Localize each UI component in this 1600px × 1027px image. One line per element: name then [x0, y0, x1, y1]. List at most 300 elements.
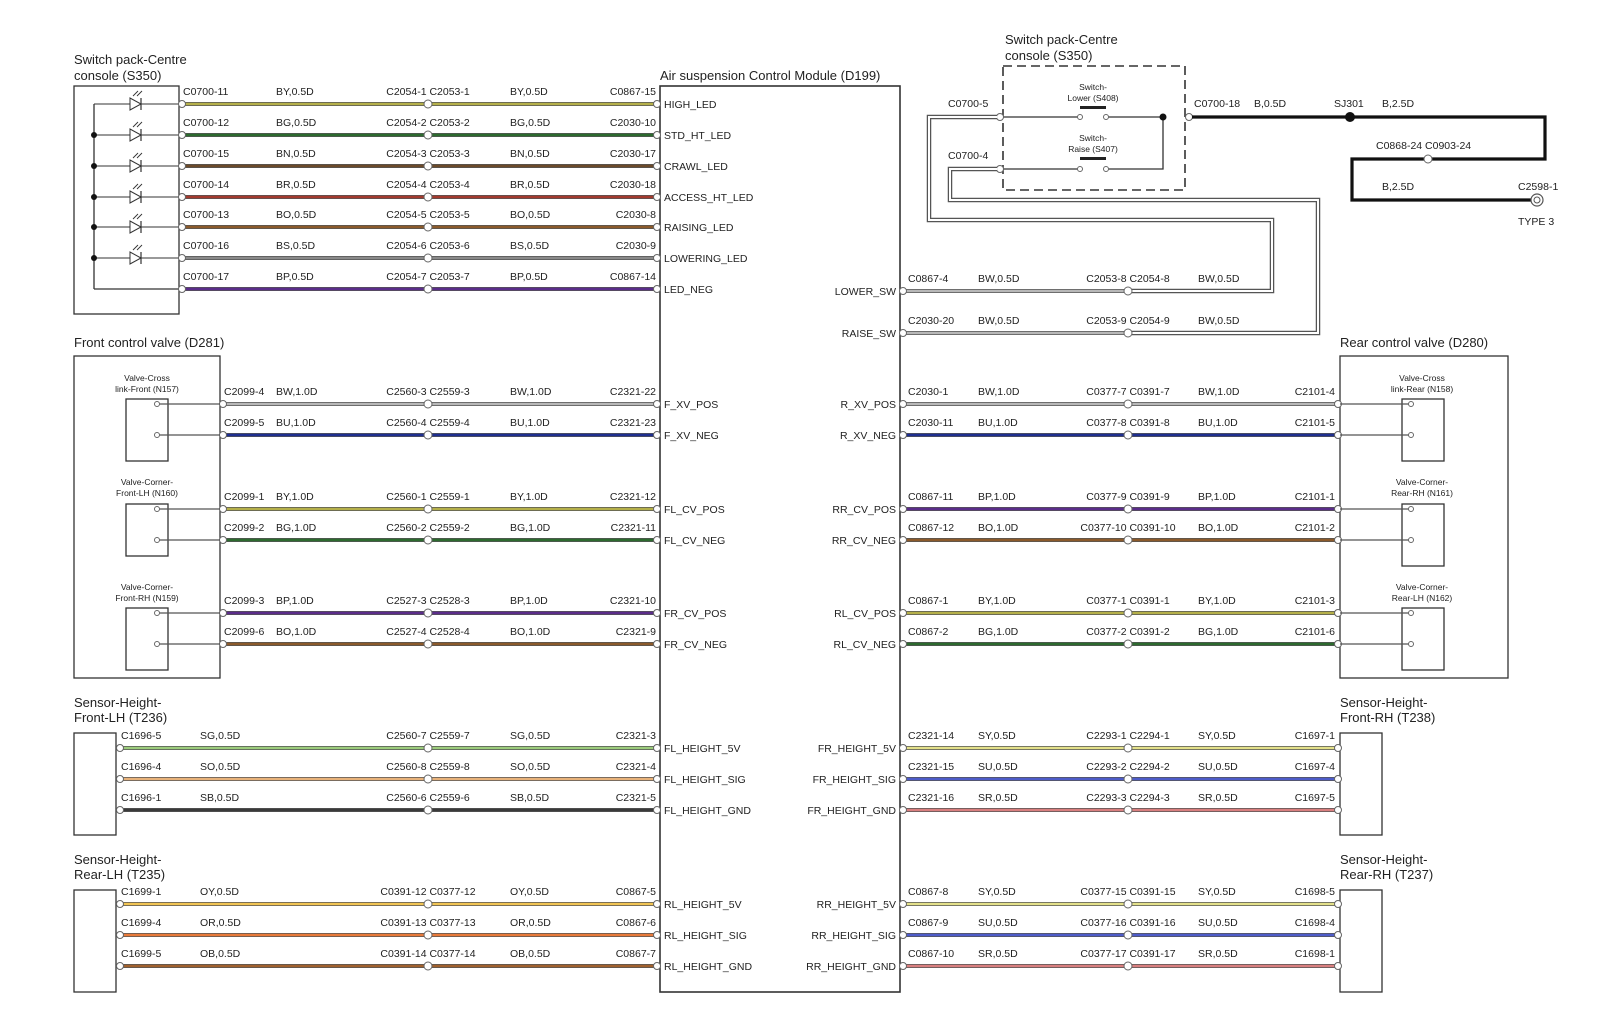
rear-valve-pin-0 — [1409, 402, 1414, 407]
terminal-fl-height-sig-start — [117, 776, 124, 783]
sensor-frh-box — [1340, 733, 1382, 835]
conn2-led-neg: C2054-7 C2053-7 — [386, 271, 470, 283]
wirecode2-fr-height-sig: SU,0.5D — [1198, 761, 1238, 773]
switch-lower-label-1: Switch- — [1079, 82, 1107, 92]
inline-fl-height-5v — [424, 744, 432, 752]
wirecode2-std-ht-led: BG,0.5D — [510, 117, 551, 129]
inline-r-xv-neg — [1124, 431, 1132, 439]
wirecode1-rr-height-5v: SY,0.5D — [978, 886, 1016, 898]
switch-raise-connector: C0700-4 — [948, 150, 989, 162]
pin-fl-height-gnd: FL_HEIGHT_GND — [664, 805, 751, 817]
terminal-fl-height-5v-start — [117, 745, 124, 752]
terminal-rl-height-gnd-start — [117, 963, 124, 970]
terminal-led-neg-start — [179, 286, 186, 293]
front-valve-title: Front control valve (D281) — [74, 335, 225, 350]
switch-common-junction — [1160, 114, 1167, 121]
conn1-fr-cv-neg: C2099-6 — [224, 626, 265, 638]
front-valve-pin-4 — [155, 611, 160, 616]
wirecode2-fl-height-5v: SG,0.5D — [510, 730, 551, 742]
terminal-fl-cv-pos-end — [654, 506, 661, 513]
wirecode2-fr-height-5v: SY,0.5D — [1198, 730, 1236, 742]
terminal-rr-height-5v-end — [1335, 901, 1342, 908]
pin-rr-height-sig: RR_HEIGHT_SIG — [811, 930, 896, 942]
pin-rl-cv-neg: RL_CV_NEG — [833, 639, 896, 651]
wirecode1-raise-sw: BW,0.5D — [978, 315, 1020, 327]
terminal-r-xv-pos-start — [900, 401, 907, 408]
terminal-fr-height-sig-end — [1335, 776, 1342, 783]
conn1-rr-height-gnd: C0867-10 — [908, 948, 955, 960]
wirecode2-lowering-led: BS,0.5D — [510, 240, 550, 252]
conn1-rl-cv-pos: C0867-1 — [908, 595, 949, 607]
wirecode1-fr-height-gnd: SR,0.5D — [978, 792, 1018, 804]
switch-pack-left-title-2: console (S350) — [74, 68, 162, 83]
conn2-f-xv-neg: C2560-4 C2559-4 — [386, 417, 470, 429]
pin-rl-height-sig: RL_HEIGHT_SIG — [664, 930, 747, 942]
conn1-rr-cv-pos: C0867-11 — [908, 491, 954, 503]
sensor-flh-box — [74, 733, 116, 835]
valve-corner-frh-label-2: Front-RH (N159) — [115, 593, 179, 603]
valve-corner-flh-label-2: Front-LH (N160) — [116, 488, 178, 498]
conn3-high-led: C0867-15 — [609, 86, 656, 98]
wirecode1-rr-height-gnd: SR,0.5D — [978, 948, 1018, 960]
rear-valve-title: Rear control valve (D280) — [1340, 335, 1489, 350]
pin-fr-height-sig: FR_HEIGHT_SIG — [812, 774, 896, 786]
left-wire-group — [117, 86, 754, 973]
conn3-fl-height-sig: C2321-4 — [615, 761, 656, 773]
wirecode2-f-xv-neg: BU,1.0D — [510, 417, 550, 429]
conn2-rr-cv-pos: C0377-9 C0391-9 — [1086, 491, 1170, 503]
inline-fl-height-gnd — [424, 806, 432, 814]
conn3-rl-cv-pos: C2101-3 — [1294, 595, 1335, 607]
pin-rr-height-5v: RR_HEIGHT_5V — [816, 899, 896, 911]
wirecode2-rl-height-sig: OR,0.5D — [510, 917, 551, 929]
wirecode2-fl-cv-neg: BG,1.0D — [510, 522, 551, 534]
terminal-fr-cv-neg-start — [220, 641, 227, 648]
led-junction-3 — [91, 194, 97, 200]
inline-connector-ground — [1424, 155, 1432, 163]
switch-pack-left-box — [74, 86, 179, 314]
led-diode-2 — [130, 160, 141, 172]
switch-raise-label-1: Switch- — [1079, 133, 1107, 143]
conn3-lowering-led: C2030-9 — [615, 240, 656, 252]
rear-valve-pin-2 — [1409, 507, 1414, 512]
wirecode2-rl-cv-pos: BY,1.0D — [1198, 595, 1236, 607]
inline-rl-height-sig — [424, 931, 432, 939]
inline-std-ht-led — [424, 131, 432, 139]
wirecode2-rl-height-gnd: OB,0.5D — [510, 948, 551, 960]
switch-raise-pivot-b — [1104, 167, 1109, 172]
pin-rl-height-5v: RL_HEIGHT_5V — [664, 899, 742, 911]
rear-valve-pin-4 — [1409, 611, 1414, 616]
conn2-rl-height-sig: C0391-13 C0377-13 — [380, 917, 476, 929]
wirecode1-raising-led: BO,0.5D — [276, 209, 317, 221]
pin-fr-height-5v: FR_HEIGHT_5V — [817, 743, 896, 755]
wirecode1-access-ht-led: BR,0.5D — [276, 179, 316, 191]
conn3-rl-height-sig: C0867-6 — [615, 917, 656, 929]
terminal-lower-sw-start — [900, 288, 907, 295]
conn2-access-ht-led: C2054-4 C2053-4 — [386, 179, 470, 191]
ground-wire-path — [1192, 117, 1545, 200]
terminal-fr-height-sig-start — [900, 776, 907, 783]
sensor-rrh-title-2: Rear-RH (T237) — [1340, 867, 1434, 882]
pin-fr-height-gnd: FR_HEIGHT_GND — [807, 805, 896, 817]
wirecode1-rl-cv-neg: BG,1.0D — [978, 626, 1019, 638]
inline-crawl-led — [424, 162, 432, 170]
inline-lowering-led — [424, 254, 432, 262]
conn1-lower-sw: C0867-4 — [908, 273, 949, 285]
inline-fr-height-gnd — [1124, 806, 1132, 814]
conn1-fr-height-gnd: C2321-16 — [908, 792, 955, 804]
wirecode2-fl-height-gnd: SB,0.5D — [510, 792, 550, 804]
conn3-rl-height-5v: C0867-5 — [615, 886, 656, 898]
inline-led-neg — [424, 285, 432, 293]
inline-connector-label: C0868-24 C0903-24 — [1376, 140, 1472, 152]
conn2-fl-height-5v: C2560-7 C2559-7 — [386, 730, 470, 742]
conn3-fr-cv-pos: C2321-10 — [609, 595, 656, 607]
led-diode-3 — [130, 191, 141, 203]
terminal-rr-cv-pos-start — [900, 506, 907, 513]
front-valve-pin-1 — [155, 433, 160, 438]
wirecode1-rl-cv-pos: BY,1.0D — [978, 595, 1016, 607]
wirecode2-rr-cv-pos: BP,1.0D — [1198, 491, 1236, 503]
conn2-raising-led: C2054-5 C2053-5 — [386, 209, 470, 221]
terminal-fl-height-sig-end — [654, 776, 661, 783]
terminal-fr-height-5v-start — [900, 745, 907, 752]
conn2-lower-sw: C2053-8 C2054-8 — [1086, 273, 1170, 285]
led-diode-1 — [130, 129, 141, 141]
splice-label: SJ301 — [1334, 98, 1364, 110]
wirecode1-r-xv-neg: BU,1.0D — [978, 417, 1018, 429]
conn2-fl-height-gnd: C2560-6 C2559-6 — [386, 792, 470, 804]
wirecode2-fl-cv-pos: BY,1.0D — [510, 491, 548, 503]
wirecode1-fr-cv-neg: BO,1.0D — [276, 626, 317, 638]
switch-lower-connector: C0700-5 — [948, 98, 989, 110]
wirecode2-fr-cv-pos: BP,1.0D — [510, 595, 548, 607]
led-diode-0 — [130, 98, 141, 110]
led-junction-1 — [91, 132, 97, 138]
terminal-rr-cv-neg-start — [900, 537, 907, 544]
conn2-fr-height-gnd: C2293-3 C2294-3 — [1086, 792, 1170, 804]
sensor-flh-title-1: Sensor-Height- — [74, 695, 162, 710]
conn1-rl-height-sig: C1699-4 — [121, 917, 162, 929]
terminal-fr-cv-neg-end — [654, 641, 661, 648]
conn1-rl-height-5v: C1699-1 — [121, 886, 162, 898]
conn3-std-ht-led: C2030-10 — [609, 117, 656, 129]
inline-fl-height-sig — [424, 775, 432, 783]
wirecode1-rr-cv-neg: BO,1.0D — [978, 522, 1019, 534]
pin-fl-cv-neg: FL_CV_NEG — [664, 535, 726, 547]
sensor-rlh-title-1: Sensor-Height- — [74, 852, 162, 867]
valve-cross-rear-label-1: Valve-Cross — [1399, 373, 1445, 383]
wirecode2-led-neg: BP,0.5D — [510, 271, 548, 283]
conn2-f-xv-pos: C2560-3 C2559-3 — [386, 386, 470, 398]
led-indicator-group — [91, 91, 182, 289]
raise-switch-route-inner — [950, 169, 1318, 333]
inline-high-led — [424, 100, 432, 108]
conn1-r-xv-neg: C2030-11 — [908, 417, 954, 429]
conn2-std-ht-led: C2054-2 C2053-2 — [386, 117, 470, 129]
inline-fr-height-sig — [1124, 775, 1132, 783]
conn3-fr-height-sig: C1697-4 — [1294, 761, 1335, 773]
wirecode1-rr-height-sig: SU,0.5D — [978, 917, 1018, 929]
ground-connector-label: C2598-1 — [1518, 181, 1559, 193]
front-valve-pin-2 — [155, 507, 160, 512]
splice-sj301 — [1345, 112, 1355, 122]
switch-lower-pivot-a — [1078, 115, 1083, 120]
wirecode1-fl-height-5v: SG,0.5D — [200, 730, 241, 742]
pin-fr-cv-pos: FR_CV_POS — [664, 608, 727, 620]
switch-common-terminal — [1186, 114, 1193, 121]
wirecode1-high-led: BY,0.5D — [276, 86, 314, 98]
valve-corner-rrh-coil — [1402, 504, 1444, 566]
conn1-f-xv-neg: C2099-5 — [224, 417, 265, 429]
inline-lower-sw — [1124, 287, 1132, 295]
valve-cross-front-label-1: Valve-Cross — [124, 373, 170, 383]
inline-rl-cv-pos — [1124, 609, 1132, 617]
front-valve-pin-3 — [155, 538, 160, 543]
conn3-fl-height-5v: C2321-3 — [615, 730, 656, 742]
right-wire-group — [806, 273, 1413, 973]
common-wire-label: B,0.5D — [1254, 98, 1287, 110]
conn1-r-xv-pos: C2030-1 — [908, 386, 949, 398]
conn2-rl-height-gnd: C0391-14 C0377-14 — [380, 948, 476, 960]
wirecode1-crawl-led: BN,0.5D — [276, 148, 316, 160]
switch-raise-pivot-a — [1078, 167, 1083, 172]
conn2-fl-cv-pos: C2560-1 C2559-1 — [386, 491, 470, 503]
wirecode2-r-xv-pos: BW,1.0D — [1198, 386, 1240, 398]
wirecode2-fr-cv-neg: BO,1.0D — [510, 626, 551, 638]
terminal-fl-cv-neg-start — [220, 537, 227, 544]
conn3-rr-height-sig: C1698-4 — [1294, 917, 1335, 929]
pin-fl-height-5v: FL_HEIGHT_5V — [664, 743, 741, 755]
wirecode1-fl-cv-pos: BY,1.0D — [276, 491, 314, 503]
wirecode1-r-xv-pos: BW,1.0D — [978, 386, 1020, 398]
pin-fl-height-sig: FL_HEIGHT_SIG — [664, 774, 746, 786]
pin-rr-cv-pos: RR_CV_POS — [832, 504, 896, 516]
terminal-raising-led-start — [179, 224, 186, 231]
inline-rr-height-gnd — [1124, 962, 1132, 970]
conn3-access-ht-led: C2030-18 — [609, 179, 656, 191]
conn2-r-xv-pos: C0377-7 C0391-7 — [1086, 386, 1170, 398]
ground-wire-label: B,2.5D — [1382, 181, 1415, 193]
led-diode-4 — [130, 221, 141, 233]
wirecode1-fr-cv-pos: BP,1.0D — [276, 595, 314, 607]
conn3-fl-cv-pos: C2321-12 — [609, 491, 656, 503]
terminal-rl-height-5v-start — [117, 901, 124, 908]
conn2-fl-cv-neg: C2560-2 C2559-2 — [386, 522, 470, 534]
terminal-rl-height-sig-end — [654, 932, 661, 939]
terminal-rr-height-sig-end — [1335, 932, 1342, 939]
wirecode1-std-ht-led: BG,0.5D — [276, 117, 317, 129]
conn2-fl-height-sig: C2560-8 C2559-8 — [386, 761, 470, 773]
sensor-flh-title-2: Front-LH (T236) — [74, 710, 168, 725]
module-title: Air suspension Control Module (D199) — [660, 68, 881, 83]
conn1-rr-height-sig: C0867-9 — [908, 917, 949, 929]
wirecode1-rl-height-gnd: OB,0.5D — [200, 948, 241, 960]
valve-corner-flh-coil — [126, 504, 168, 556]
front-valve-pin-0 — [155, 402, 160, 407]
conn3-fr-cv-neg: C2321-9 — [615, 626, 656, 638]
rear-valve-pin-5 — [1409, 642, 1414, 647]
inline-raising-led — [424, 223, 432, 231]
led-junction-2 — [91, 163, 97, 169]
wirecode1-f-xv-pos: BW,1.0D — [276, 386, 318, 398]
terminal-fl-height-5v-end — [654, 745, 661, 752]
sensor-rlh-title-2: Rear-LH (T235) — [74, 867, 166, 882]
conn1-crawl-led: C0700-15 — [183, 148, 230, 160]
conn3-rr-cv-pos: C2101-1 — [1294, 491, 1335, 503]
common-connector-label: C0700-18 — [1194, 98, 1241, 110]
inline-rr-height-sig — [1124, 931, 1132, 939]
conn3-fr-height-5v: C1697-1 — [1294, 730, 1335, 742]
terminal-rl-height-gnd-end — [654, 963, 661, 970]
conn2-crawl-led: C2054-3 C2053-3 — [386, 148, 470, 160]
conn3-fl-height-gnd: C2321-5 — [615, 792, 656, 804]
inline-f-xv-pos — [424, 400, 432, 408]
inline-fl-cv-pos — [424, 505, 432, 513]
terminal-high-led-end — [654, 101, 661, 108]
valve-corner-rrh-label-1: Valve-Corner- — [1395, 477, 1449, 487]
sensor-rrh-box — [1340, 890, 1382, 992]
terminal-rr-height-gnd-start — [900, 963, 907, 970]
switch-lower-label-2: Lower (S408) — [1067, 93, 1119, 103]
sensor-frh-title-1: Sensor-Height- — [1340, 695, 1428, 710]
inline-fr-cv-neg — [424, 640, 432, 648]
wirecode2-rr-height-5v: SY,0.5D — [1198, 886, 1236, 898]
conn3-rr-height-gnd: C1698-1 — [1294, 948, 1335, 960]
conn3-f-xv-pos: C2321-22 — [609, 386, 656, 398]
conn3-r-xv-pos: C2101-4 — [1294, 386, 1335, 398]
sensor-rlh-box — [74, 890, 116, 992]
terminal-f-xv-pos-end — [654, 401, 661, 408]
inline-raise-sw — [1124, 329, 1132, 337]
terminal-high-led-start — [179, 101, 186, 108]
pin-f-xv-pos: F_XV_POS — [664, 399, 719, 411]
wirecode2-lower-sw: BW,0.5D — [1198, 273, 1240, 285]
inline-rr-cv-neg — [1124, 536, 1132, 544]
conn3-rl-height-gnd: C0867-7 — [615, 948, 656, 960]
terminal-fr-height-5v-end — [1335, 745, 1342, 752]
inline-rr-cv-pos — [1124, 505, 1132, 513]
terminal-r-xv-neg-start — [900, 432, 907, 439]
rear-valve-pin-1 — [1409, 433, 1414, 438]
ground-stud-inner — [1534, 197, 1540, 203]
terminal-rr-height-gnd-end — [1335, 963, 1342, 970]
wirecode1-fl-height-gnd: SB,0.5D — [200, 792, 240, 804]
conn1-fr-height-5v: C2321-14 — [908, 730, 955, 742]
conn1-rr-cv-neg: C0867-12 — [908, 522, 955, 534]
conn3-fr-height-gnd: C1697-5 — [1294, 792, 1335, 804]
pin-f-xv-neg: F_XV_NEG — [664, 430, 719, 442]
pin-r-xv-neg: R_XV_NEG — [839, 430, 896, 442]
switch-raise-terminal — [997, 166, 1004, 173]
conn2-fr-cv-neg: C2527-4 C2528-4 — [386, 626, 470, 638]
terminal-rr-height-sig-start — [900, 932, 907, 939]
wirecode2-raise-sw: BW,0.5D — [1198, 315, 1240, 327]
wirecode1-f-xv-neg: BU,1.0D — [276, 417, 316, 429]
terminal-access-ht-led-end — [654, 194, 661, 201]
valve-cross-front-coil — [126, 399, 168, 461]
conn2-rl-height-5v: C0391-12 C0377-12 — [380, 886, 476, 898]
terminal-fr-height-gnd-end — [1335, 807, 1342, 814]
conn2-rr-height-5v: C0377-15 C0391-15 — [1080, 886, 1176, 898]
pin-raising-led: RAISING_LED — [664, 222, 734, 234]
conn1-lowering-led: C0700-16 — [183, 240, 230, 252]
conn3-fl-cv-neg: C2321-11 — [610, 522, 656, 534]
wirecode2-access-ht-led: BR,0.5D — [510, 179, 550, 191]
switch-lower-pivot-b — [1104, 115, 1109, 120]
pin-rr-cv-neg: RR_CV_NEG — [831, 535, 896, 547]
valve-corner-frh-coil — [126, 608, 168, 670]
wirecode1-lowering-led: BS,0.5D — [276, 240, 316, 252]
wirecode2-rr-height-gnd: SR,0.5D — [1198, 948, 1238, 960]
terminal-fr-cv-pos-start — [220, 610, 227, 617]
wirecode2-rr-cv-neg: BO,1.0D — [1198, 522, 1239, 534]
wirecode1-fr-height-sig: SU,0.5D — [978, 761, 1018, 773]
inline-f-xv-neg — [424, 431, 432, 439]
valve-corner-rlh-label-1: Valve-Corner- — [1395, 582, 1449, 592]
ground-type-label: TYPE 3 — [1518, 216, 1555, 228]
conn2-rr-height-gnd: C0377-17 C0391-17 — [1080, 948, 1176, 960]
inline-rl-height-gnd — [424, 962, 432, 970]
terminal-rl-height-sig-start — [117, 932, 124, 939]
pin-raise-sw: RAISE_SW — [841, 328, 896, 340]
terminal-rr-height-5v-start — [900, 901, 907, 908]
inline-rr-height-5v — [1124, 900, 1132, 908]
pin-crawl-led: CRAWL_LED — [664, 161, 728, 173]
wirecode2-crawl-led: BN,0.5D — [510, 148, 550, 160]
terminal-rl-height-5v-end — [654, 901, 661, 908]
conn3-led-neg: C0867-14 — [609, 271, 656, 283]
conn2-rr-cv-neg: C0377-10 C0391-10 — [1080, 522, 1176, 534]
conn3-crawl-led: C2030-17 — [609, 148, 656, 160]
conn1-raising-led: C0700-13 — [183, 209, 230, 221]
pin-std-ht-led: STD_HT_LED — [664, 130, 732, 142]
inline-fr-cv-pos — [424, 609, 432, 617]
wirecode2-fl-height-sig: SO,0.5D — [510, 761, 551, 773]
led-junction-4 — [91, 224, 97, 230]
conn1-fl-height-gnd: C1696-1 — [121, 792, 162, 804]
terminal-access-ht-led-start — [179, 194, 186, 201]
wirecode1-led-neg: BP,0.5D — [276, 271, 314, 283]
wirecode1-rr-cv-pos: BP,1.0D — [978, 491, 1016, 503]
conn2-lowering-led: C2054-6 C2053-6 — [386, 240, 470, 252]
switch-raise-contact-bar — [1080, 157, 1106, 160]
terminal-led-neg-end — [654, 286, 661, 293]
wirecode1-fl-cv-neg: BG,1.0D — [276, 522, 317, 534]
inline-access-ht-led — [424, 193, 432, 201]
inline-rl-cv-neg — [1124, 640, 1132, 648]
conn2-rr-height-sig: C0377-16 C0391-16 — [1080, 917, 1176, 929]
conn3-rr-cv-neg: C2101-2 — [1294, 522, 1335, 534]
valve-corner-rlh-coil — [1402, 608, 1444, 670]
terminal-fl-cv-pos-start — [220, 506, 227, 513]
rear-valve-pin-3 — [1409, 538, 1414, 543]
pin-r-xv-pos: R_XV_POS — [840, 399, 896, 411]
conn1-std-ht-led: C0700-12 — [183, 117, 230, 129]
conn1-fl-height-sig: C1696-4 — [121, 761, 162, 773]
conn2-rl-cv-neg: C0377-2 C0391-2 — [1086, 626, 1170, 638]
conn1-rl-cv-neg: C0867-2 — [908, 626, 949, 638]
switch-lower-terminal — [997, 114, 1004, 121]
switch-raise-wire-out — [1106, 117, 1163, 169]
conn2-fr-cv-pos: C2527-3 C2528-3 — [386, 595, 470, 607]
conn1-fl-cv-neg: C2099-2 — [224, 522, 265, 534]
conn1-led-neg: C0700-17 — [183, 271, 230, 283]
conn3-rr-height-5v: C1698-5 — [1294, 886, 1335, 898]
conn1-high-led: C0700-11 — [183, 86, 229, 98]
terminal-std-ht-led-start — [179, 132, 186, 139]
